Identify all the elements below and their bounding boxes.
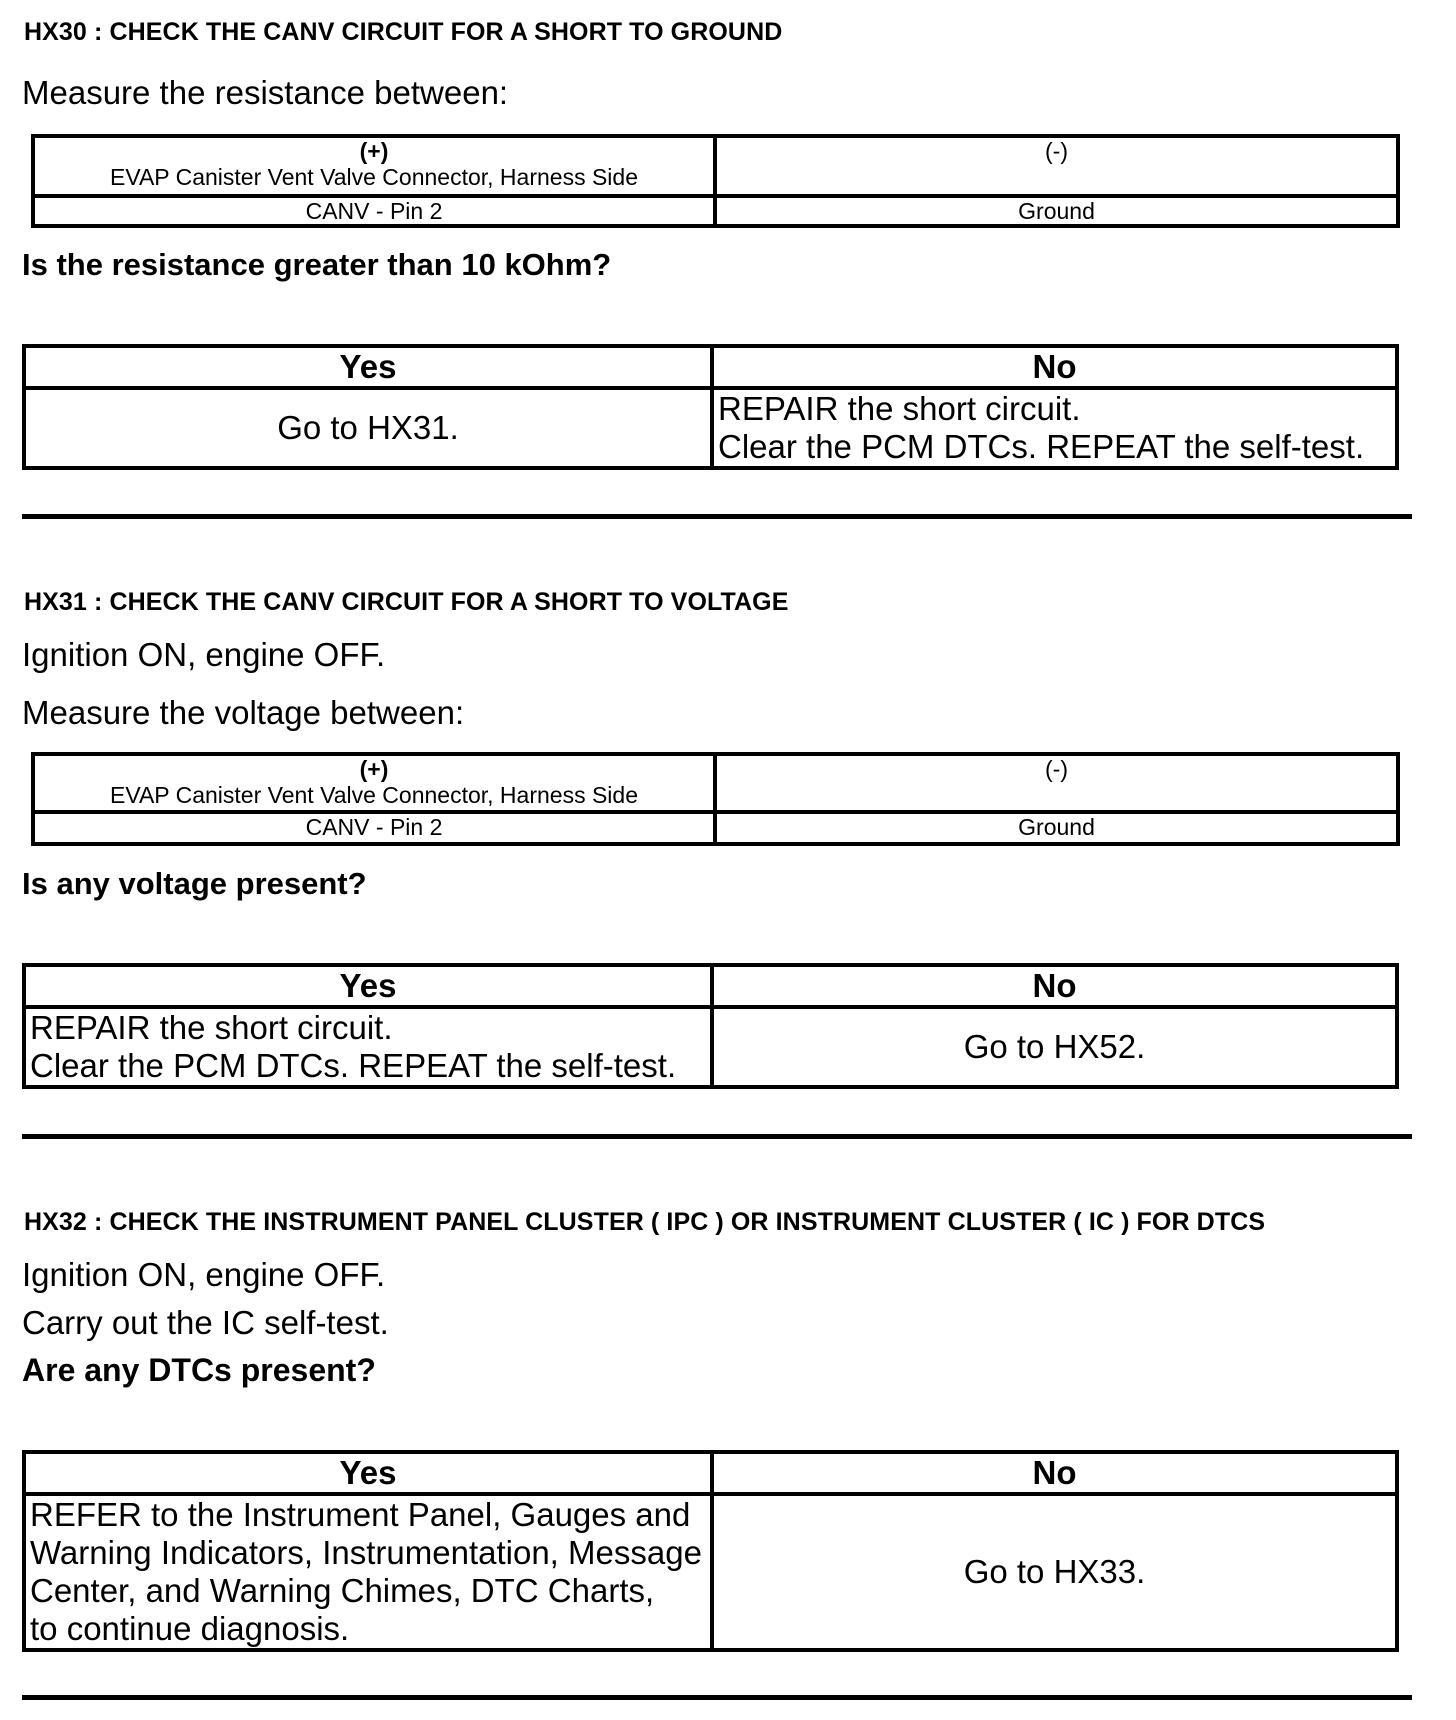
hx32-yes-no-table [22, 1450, 1399, 1652]
hx30-negative-cell [715, 136, 1398, 196]
hx32-no-action: Go to HX33. [712, 1494, 1397, 1650]
hx31-negative-symbol: (-) [1045, 756, 1068, 782]
hx31-instruction: Measure the voltage between: [22, 694, 465, 731]
hx31-yes-line2: Clear the PCM DTCs. REPEAT the self-test. [30, 1047, 677, 1084]
section-divider [22, 1134, 1412, 1139]
hx31-no-action: Go to HX52. [712, 1007, 1397, 1087]
hx32-yes-line1: REFER to the Instrument Panel, Gauges and [30, 1496, 691, 1533]
hx31-yes-action [24, 1007, 712, 1087]
hx30-positive-pin: CANV - Pin 2 [33, 196, 715, 226]
hx31-positive-pin: CANV - Pin 2 [33, 812, 715, 844]
hx30-positive-label: EVAP Canister Vent Valve Connector, Harness Side [109, 164, 638, 190]
hx32-line2: Carry out the IC self-test. [22, 1304, 389, 1341]
hx31-line1: Ignition ON, engine OFF. [22, 636, 386, 673]
hx31-positive-cell [33, 754, 715, 812]
hx30-measure-table [31, 134, 1400, 228]
hx32-no-header: No [712, 1452, 1397, 1494]
hx30-positive-cell [33, 136, 715, 196]
hx31-positive-symbol: (+) [359, 756, 389, 782]
hx31-yes-line1: REPAIR the short circuit. [30, 1009, 393, 1046]
hx32-title: HX32 : CHECK THE INSTRUMENT PANEL CLUSTER ( IPC ) OR INSTRUMENT CLUSTER ( IC ) FOR DTCS [24, 1208, 1266, 1236]
hx31-positive-label: EVAP Canister Vent Valve Connector, Harness Side [109, 782, 638, 808]
hx32-line1: Ignition ON, engine OFF. [22, 1256, 386, 1293]
section-divider [22, 1695, 1412, 1700]
hx31-yes-header: Yes [24, 965, 712, 1007]
hx30-yes-no-table [22, 344, 1399, 470]
hx31-yes-no-table [22, 963, 1399, 1089]
hx30-question: Is the resistance greater than 10 kOhm? [22, 247, 612, 282]
hx32-yes-line2: Warning Indicators, Instrumentation, Message [30, 1534, 702, 1571]
hx30-negative-symbol: (-) [1045, 138, 1068, 164]
hx30-yes-header: Yes [24, 346, 712, 388]
hx32-yes-action [24, 1494, 712, 1650]
hx30-instruction: Measure the resistance between: [22, 74, 509, 111]
hx31-title: HX31 : CHECK THE CANV CIRCUIT FOR A SHORT TO VOLTAGE [24, 588, 789, 616]
section-divider [22, 514, 1412, 519]
hx31-negative-cell [715, 754, 1398, 812]
hx31-measure-table [31, 752, 1400, 846]
hx30-positive-symbol: (+) [359, 138, 389, 164]
hx32-yes-line4: to continue diagnosis. [30, 1610, 350, 1647]
hx30-negative-pin: Ground [715, 196, 1398, 226]
hx30-title: HX30 : CHECK THE CANV CIRCUIT FOR A SHORT TO GROUND [24, 18, 783, 46]
hx30-no-header: No [712, 346, 1397, 388]
hx32-yes-line3: Center, and Warning Chimes, DTC Charts, [30, 1572, 655, 1609]
hx30-yes-action: Go to HX31. [24, 388, 712, 468]
hx31-question: Is any voltage present? [22, 866, 367, 901]
hx31-no-header: No [712, 965, 1397, 1007]
hx30-no-line2: Clear the PCM DTCs. REPEAT the self-test. [718, 428, 1365, 465]
hx32-yes-header: Yes [24, 1452, 712, 1494]
hx30-no-action [712, 388, 1397, 468]
hx31-negative-pin: Ground [715, 812, 1398, 844]
hx30-no-line1: REPAIR the short circuit. [718, 390, 1081, 427]
hx32-question: Are any DTCs present? [22, 1352, 376, 1388]
